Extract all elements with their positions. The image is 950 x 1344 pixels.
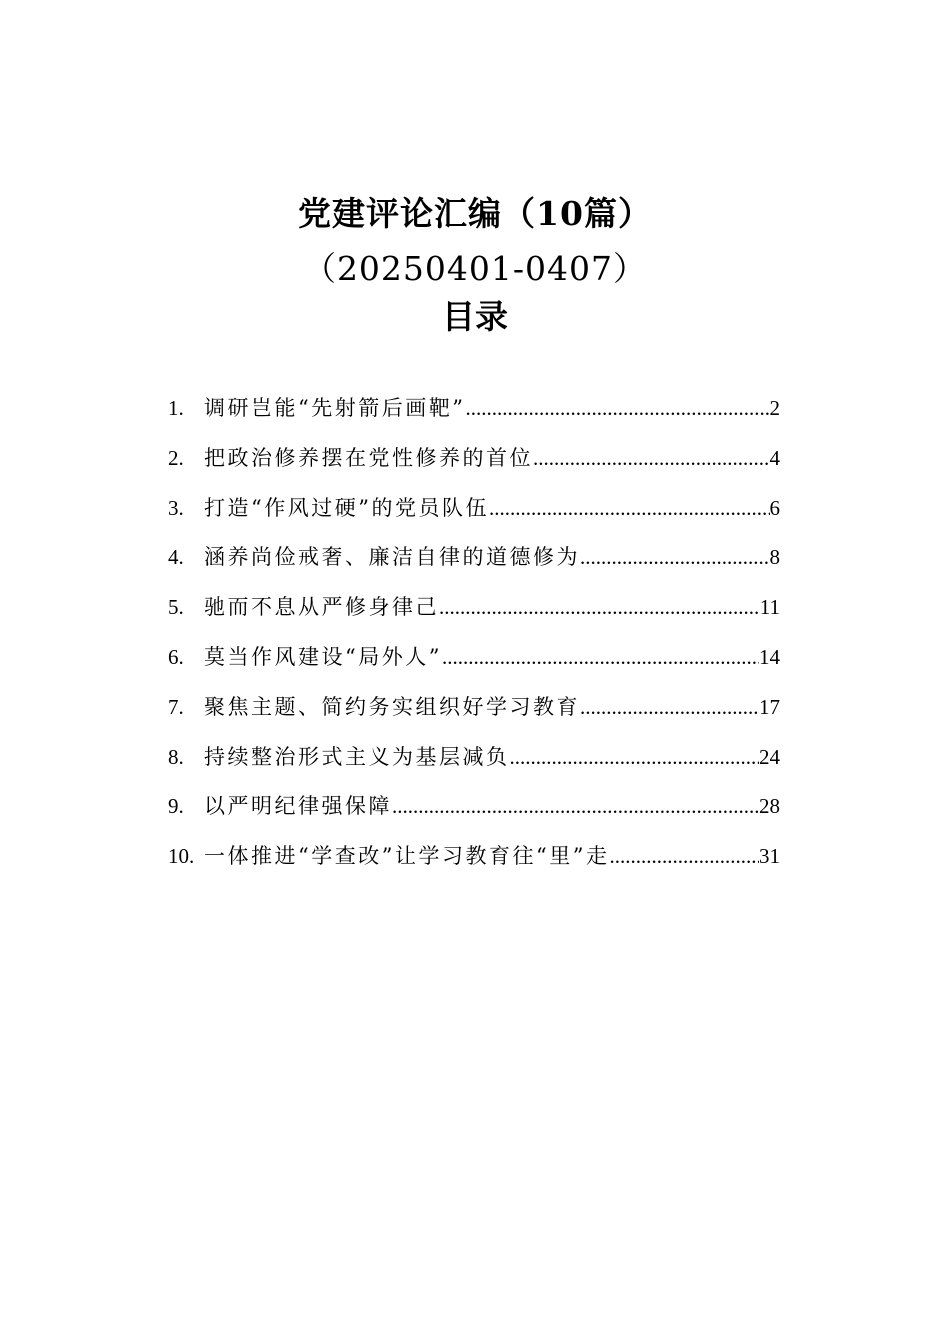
toc-entry-number: 2. <box>168 445 184 470</box>
toc-entry-number: 6. <box>168 644 184 669</box>
toc-leader-dots <box>533 446 770 471</box>
toc-entry[interactable] <box>168 591 780 641</box>
toc-entry-title: 驰而不息从严修身律己 <box>204 595 439 620</box>
toc-entry[interactable] <box>168 790 780 840</box>
toc-entry-title: 涵养尚俭戒奢、廉洁自律的道德修为 <box>204 545 580 570</box>
document-title: 党建评论汇编（10篇） <box>298 194 652 233</box>
toc-entry-page: 24 <box>759 744 780 769</box>
toc-leader-dots <box>580 545 770 570</box>
toc-entry-title: 一体推进“学查改”让学习教育往“里”走 <box>204 844 610 869</box>
toc-entry-title: 持续整治形式主义为基层减负 <box>204 744 510 769</box>
toc-entry-title: 把政治修养摆在党性修养的首位 <box>204 445 533 470</box>
toc-leader-dots <box>392 794 759 819</box>
toc-entry[interactable] <box>168 442 780 492</box>
toc-entry-number: 1. <box>168 396 184 420</box>
table-of-contents <box>168 392 780 890</box>
toc-entry-page: 11 <box>759 595 780 620</box>
toc-entry[interactable] <box>168 741 780 791</box>
toc-entry-page: 17 <box>759 694 780 719</box>
toc-leader-dots <box>489 496 770 521</box>
toc-entry-title: 聚焦主题、简约务实组织好学习教育 <box>204 694 580 719</box>
toc-leader-dots <box>465 396 769 421</box>
toc-entry-number: 10. <box>168 844 195 869</box>
toc-entry-title: 以严明纪律强保障 <box>204 794 392 819</box>
toc-entry[interactable] <box>168 541 780 591</box>
toc-leader-dots <box>439 595 760 620</box>
toc-entry-number: 8. <box>168 744 184 769</box>
document-date-range: （20250401-0407） <box>302 249 648 288</box>
toc-entry[interactable] <box>168 392 780 442</box>
toc-entry-number: 7. <box>168 694 184 719</box>
toc-entry-page: 14 <box>759 644 780 669</box>
toc-entry-page: 6 <box>769 495 780 520</box>
toc-leader-dots <box>510 745 760 770</box>
toc-entry-number: 9. <box>168 794 184 819</box>
toc-entry-title: 莫当作风建设“局外人” <box>204 644 442 669</box>
toc-leader-dots <box>580 695 759 720</box>
toc-entry[interactable] <box>168 840 780 890</box>
toc-leader-dots <box>609 844 759 869</box>
toc-entry[interactable] <box>168 641 780 691</box>
toc-entry-page: 4 <box>769 445 780 470</box>
toc-entry-page: 8 <box>769 545 780 570</box>
toc-entry-number: 3. <box>168 495 184 520</box>
toc-entry-number: 5. <box>168 595 184 620</box>
toc-entry-page: 28 <box>759 794 780 819</box>
toc-entry-title: 打造“作风过硬”的党员队伍 <box>204 495 489 520</box>
toc-leader-dots <box>442 645 759 670</box>
toc-entry-title: 调研岂能“先射箭后画靶” <box>204 396 466 420</box>
toc-entry[interactable] <box>168 691 780 741</box>
toc-entry[interactable] <box>168 492 780 542</box>
toc-entry-number: 4. <box>168 545 184 570</box>
toc-entry-page: 31 <box>759 844 780 869</box>
toc-entry-page: 2 <box>769 396 780 420</box>
toc-heading: 目录 <box>442 297 508 336</box>
